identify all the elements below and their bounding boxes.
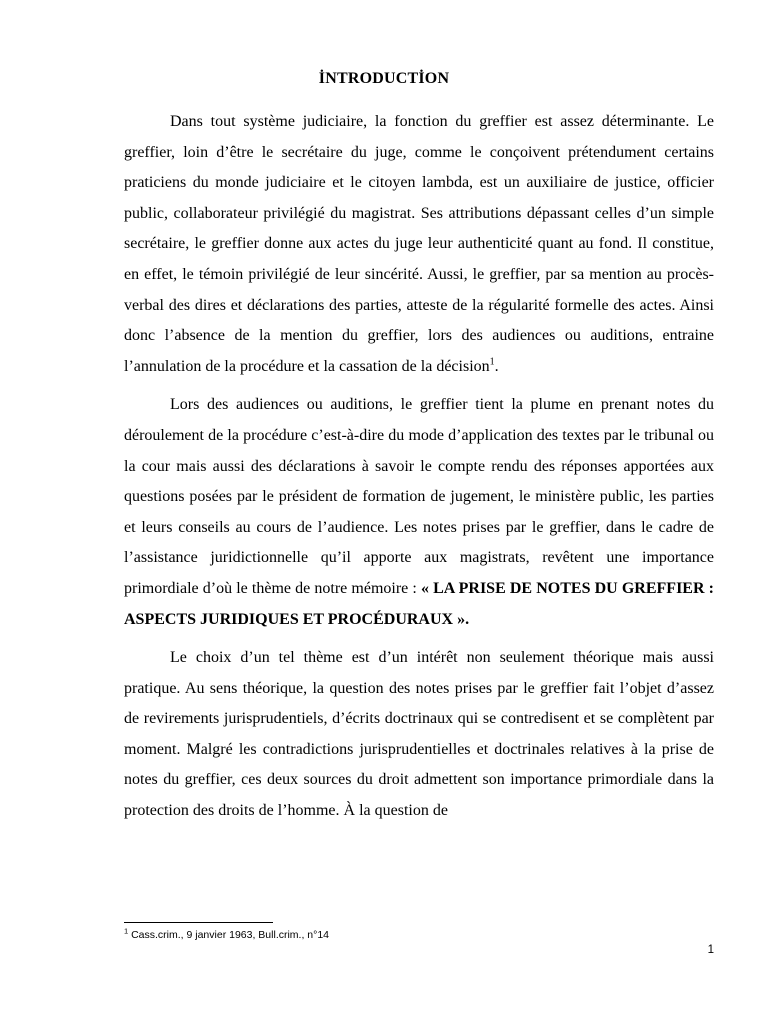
paragraph-3 (124, 643, 714, 827)
paragraph-1 (124, 107, 714, 382)
page-title: İNTRODUCTİON (318, 70, 450, 87)
paragraph-2 (124, 390, 714, 635)
thesis-theme: « LA PRISE DE NOTES DU GREFFIER : ASPECTS JURIDIQUES ET PROCÉDURAUX ». (124, 579, 715, 628)
paragraph-1-text: Dans tout système judiciaire, la fonction du greffier est assez déterminante. Le greffier, loin d’être le secrétaire du juge, comme le conçoivent prétendument certains praticiens du monde judiciaire et le citoyen lambda, est un auxiliaire de justice, officier public, collaborateur privilégié du magistrat. Ses attributions dépassant celles d’un simple secrétaire, le greffier donne aux actes du juge leur authenticité quant au fond. Il constitue, en effet, le témoin privilégié de leur sincérité. Aussi, le greffier, par sa mention au procès-verbal des dires et déclarations des parties, atteste de la régularité formelle des actes. Ainsi donc l’absence de la mention du greffier, lors des audiences ou auditions, entraine l’annulation de la procédure et la cassation de la décision (124, 113, 714, 375)
footnote-separator (124, 922, 273, 923)
footnote-reference[interactable]: 1 (489, 356, 495, 368)
paragraph-2-text: Lors des audiences ou auditions, le greffier tient la plume en prenant notes du déroulement de la procédure c’est-à-dire du mode d’application des textes par le tribunal ou la cour mais aussi des déclarations à savoir le compte rendu des réponses apportées aux questions posées par le président de formation de jugement, le ministère public, les parties et leurs conseils au cours de l’audience. Les notes prises par le greffier, dans le cadre de l’assistance juridictionnelle qu’il apporte aux magistrats, revêtent une importance primordiale d’où le thème de notre mémoire : (124, 396, 714, 597)
footnote (124, 928, 329, 942)
page-number: 1 (707, 944, 714, 956)
paragraph-1-end: . (494, 357, 499, 375)
footnote-text: Cass.crim., 9 janvier 1963, Bull.crim., n°14 (128, 929, 330, 941)
paragraph-3-text: Le choix d’un tel thème est d’un intérêt non seulement théorique mais aussi pratique. Au sens théorique, la question des notes prises par le greffier fait l’objet d’assez de revirements jurisprudentiels, d’écrits doctrinaux qui se contredisent et se complètent par moment. Malgré les contradictions jurisprudentielles et doctrinales relatives à la prise de notes du greffier, ces deux sources du droit admettent son importance primordiale dans la protection des droits de l’homme. À la question de (124, 649, 714, 820)
footnote-number: 1 (124, 926, 129, 936)
body-text (124, 107, 714, 827)
